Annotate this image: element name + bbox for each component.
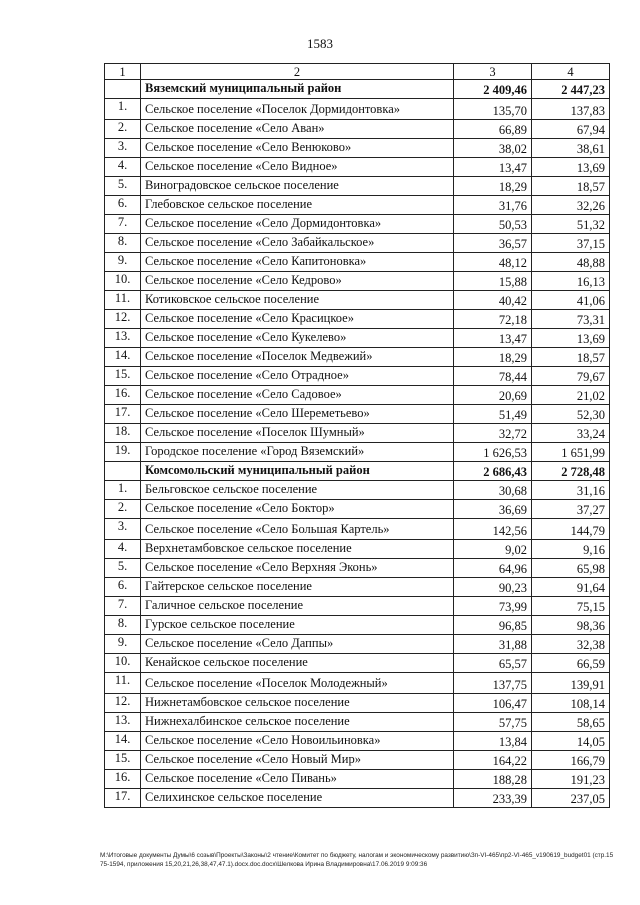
table-row (105, 177, 610, 196)
value-column-4: 2 447,23 (532, 80, 610, 99)
table-row (105, 329, 610, 348)
settlement-name: Кенайское сельское поселение (141, 654, 454, 673)
row-number: 15. (105, 751, 141, 770)
value-column-3: 164,22 (454, 751, 532, 770)
value-column-3: 36,69 (454, 500, 532, 519)
value-column-3: 9,02 (454, 540, 532, 559)
value-column-4: 32,38 (532, 635, 610, 654)
row-number: 19. (105, 443, 141, 462)
settlement-name: Сельское поселение «Село Шереметьево» (141, 405, 454, 424)
settlement-name: Глебовское сельское поселение (141, 196, 454, 215)
row-number: 8. (105, 616, 141, 635)
row-number: 10. (105, 272, 141, 291)
table-row (105, 654, 610, 673)
table-row (105, 481, 610, 500)
value-column-3: 18,29 (454, 177, 532, 196)
settlement-name: Сельское поселение «Поселок Дормидонтовка» (141, 99, 454, 120)
value-column-3: 30,68 (454, 481, 532, 500)
table-row (105, 424, 610, 443)
value-column-3: 64,96 (454, 559, 532, 578)
table-row (105, 540, 610, 559)
document-path-footer: M:\Итоговые документы Думы\6 созыв\Проекты\Законы\2 чтение\Комитет по бюджету, налогам и экономическому развитию\Зп-VI-465\пр2-VI-465_v190619_budget01 (стр.1575-1594, приложения 15,20,21,26,38,47,47.1).docx.doc.docx\Шелкова Ирина Владимировна\17.06.2019 9:09:36 (100, 852, 614, 868)
value-column-4: 73,31 (532, 310, 610, 329)
value-column-3: 2 409,46 (454, 80, 532, 99)
value-column-4: 108,14 (532, 694, 610, 713)
value-column-4: 18,57 (532, 177, 610, 196)
value-column-4: 32,26 (532, 196, 610, 215)
table-row (105, 616, 610, 635)
value-column-3: 188,28 (454, 770, 532, 789)
table-row (105, 597, 610, 616)
settlement-name: Гурское сельское поселение (141, 616, 454, 635)
settlement-name: Сельское поселение «Село Дормидонтовка» (141, 215, 454, 234)
value-column-3: 20,69 (454, 386, 532, 405)
row-number: 6. (105, 578, 141, 597)
value-column-3: 31,88 (454, 635, 532, 654)
value-column-3: 48,12 (454, 253, 532, 272)
row-number: 15. (105, 367, 141, 386)
row-number: 18. (105, 424, 141, 443)
table-row (105, 519, 610, 540)
value-column-4: 139,91 (532, 673, 610, 694)
value-column-4: 16,13 (532, 272, 610, 291)
value-column-3: 57,75 (454, 713, 532, 732)
row-number: 12. (105, 310, 141, 329)
value-column-3: 38,02 (454, 139, 532, 158)
row-number: 6. (105, 196, 141, 215)
value-column-3: 142,56 (454, 519, 532, 540)
row-number: 5. (105, 559, 141, 578)
column-header-number: 1 (105, 64, 141, 80)
value-column-3: 32,72 (454, 424, 532, 443)
value-column-3: 90,23 (454, 578, 532, 597)
table-row (105, 578, 610, 597)
row-number: 2. (105, 120, 141, 139)
table-row (105, 139, 610, 158)
row-number (105, 80, 141, 99)
budget-table (104, 63, 610, 808)
value-column-3: 137,75 (454, 673, 532, 694)
value-column-4: 13,69 (532, 329, 610, 348)
settlement-name: Сельское поселение «Село Капитоновка» (141, 253, 454, 272)
value-column-4: 18,57 (532, 348, 610, 367)
table-row (105, 770, 610, 789)
value-column-4: 37,15 (532, 234, 610, 253)
settlement-name: Сельское поселение «Село Аван» (141, 120, 454, 139)
value-column-3: 13,84 (454, 732, 532, 751)
value-column-3: 73,99 (454, 597, 532, 616)
settlement-name: Сельское поселение «Село Забайкальское» (141, 234, 454, 253)
table-row (105, 348, 610, 367)
settlement-name: Городское поселение «Город Вяземский» (141, 443, 454, 462)
column-header-value-3: 3 (454, 64, 532, 80)
settlement-name: Нижнехалбинское сельское поселение (141, 713, 454, 732)
table-header-row (105, 64, 610, 80)
row-number: 9. (105, 635, 141, 654)
value-column-3: 40,42 (454, 291, 532, 310)
column-header-name: 2 (141, 64, 454, 80)
settlement-name: Сельское поселение «Село Новый Мир» (141, 751, 454, 770)
value-column-4: 1 651,99 (532, 443, 610, 462)
settlement-name: Сельское поселение «Село Даппы» (141, 635, 454, 654)
row-number: 1. (105, 481, 141, 500)
value-column-4: 51,32 (532, 215, 610, 234)
row-number: 16. (105, 386, 141, 405)
row-number: 9. (105, 253, 141, 272)
table-row (105, 751, 610, 770)
value-column-3: 72,18 (454, 310, 532, 329)
value-column-3: 13,47 (454, 158, 532, 177)
settlement-name: Сельское поселение «Село Красицкое» (141, 310, 454, 329)
value-column-3: 18,29 (454, 348, 532, 367)
settlement-name: Верхнетамбовское сельское поселение (141, 540, 454, 559)
row-number: 5. (105, 177, 141, 196)
row-number: 4. (105, 158, 141, 177)
value-column-3: 65,57 (454, 654, 532, 673)
value-column-4: 144,79 (532, 519, 610, 540)
table-row (105, 215, 610, 234)
value-column-4: 13,69 (532, 158, 610, 177)
settlement-name: Сельское поселение «Село Новоильиновка» (141, 732, 454, 751)
table-row (105, 713, 610, 732)
value-column-4: 52,30 (532, 405, 610, 424)
table-row (105, 158, 610, 177)
row-number: 14. (105, 732, 141, 751)
table-row (105, 310, 610, 329)
value-column-3: 50,53 (454, 215, 532, 234)
table-row (105, 386, 610, 405)
table-row (105, 732, 610, 751)
value-column-4: 9,16 (532, 540, 610, 559)
value-column-3: 2 686,43 (454, 462, 532, 481)
value-column-4: 38,61 (532, 139, 610, 158)
row-number: 7. (105, 215, 141, 234)
row-number: 11. (105, 673, 141, 694)
value-column-3: 51,49 (454, 405, 532, 424)
settlement-name: Галичное сельское поселение (141, 597, 454, 616)
table-row (105, 559, 610, 578)
value-column-4: 137,83 (532, 99, 610, 120)
value-column-4: 191,23 (532, 770, 610, 789)
value-column-3: 106,47 (454, 694, 532, 713)
settlement-name: Сельское поселение «Село Кедрово» (141, 272, 454, 291)
table-row (105, 443, 610, 462)
row-number: 8. (105, 234, 141, 253)
settlement-name: Сельское поселение «Село Пивань» (141, 770, 454, 789)
value-column-4: 31,16 (532, 481, 610, 500)
district-row (105, 462, 610, 481)
value-column-4: 21,02 (532, 386, 610, 405)
value-column-3: 31,76 (454, 196, 532, 215)
settlement-name: Сельское поселение «Село Видное» (141, 158, 454, 177)
value-column-3: 233,39 (454, 789, 532, 808)
table-row (105, 272, 610, 291)
row-number: 2. (105, 500, 141, 519)
row-number: 4. (105, 540, 141, 559)
table-row (105, 673, 610, 694)
row-number: 3. (105, 139, 141, 158)
settlement-name: Селихинское сельское поселение (141, 789, 454, 808)
district-name: Комсомольский муниципальный район (141, 462, 454, 481)
value-column-4: 58,65 (532, 713, 610, 732)
value-column-4: 66,59 (532, 654, 610, 673)
settlement-name: Сельское поселение «Поселок Молодежный» (141, 673, 454, 694)
value-column-4: 67,94 (532, 120, 610, 139)
value-column-3: 15,88 (454, 272, 532, 291)
value-column-4: 41,06 (532, 291, 610, 310)
value-column-3: 78,44 (454, 367, 532, 386)
settlement-name: Сельское поселение «Село Большая Картель» (141, 519, 454, 540)
settlement-name: Нижнетамбовское сельское поселение (141, 694, 454, 713)
settlement-name: Сельское поселение «Село Садовое» (141, 386, 454, 405)
settlement-name: Виноградовское сельское поселение (141, 177, 454, 196)
value-column-3: 135,70 (454, 99, 532, 120)
value-column-4: 75,15 (532, 597, 610, 616)
settlement-name: Бельговское сельское поселение (141, 481, 454, 500)
table-row (105, 234, 610, 253)
value-column-4: 33,24 (532, 424, 610, 443)
value-column-4: 98,36 (532, 616, 610, 635)
value-column-4: 2 728,48 (532, 462, 610, 481)
page-number: 1583 (307, 36, 333, 51)
table-row (105, 635, 610, 654)
row-number: 3. (105, 519, 141, 540)
row-number: 16. (105, 770, 141, 789)
table-row (105, 694, 610, 713)
table-row (105, 405, 610, 424)
value-column-4: 37,27 (532, 500, 610, 519)
table-row (105, 196, 610, 215)
value-column-3: 96,85 (454, 616, 532, 635)
value-column-3: 66,89 (454, 120, 532, 139)
row-number: 11. (105, 291, 141, 310)
table-row (105, 253, 610, 272)
value-column-4: 237,05 (532, 789, 610, 808)
table-row (105, 500, 610, 519)
settlement-name: Сельское поселение «Поселок Шумный» (141, 424, 454, 443)
row-number: 1. (105, 99, 141, 120)
row-number: 7. (105, 597, 141, 616)
settlement-name: Сельское поселение «Село Венюково» (141, 139, 454, 158)
settlement-name: Сельское поселение «Село Кукелево» (141, 329, 454, 348)
settlement-name: Гайтерское сельское поселение (141, 578, 454, 597)
settlement-name: Сельское поселение «Село Боктор» (141, 500, 454, 519)
row-number (105, 462, 141, 481)
value-column-3: 1 626,53 (454, 443, 532, 462)
value-column-3: 36,57 (454, 234, 532, 253)
row-number: 14. (105, 348, 141, 367)
settlement-name: Сельское поселение «Село Отрадное» (141, 367, 454, 386)
value-column-4: 65,98 (532, 559, 610, 578)
table-row (105, 291, 610, 310)
row-number: 10. (105, 654, 141, 673)
row-number: 12. (105, 694, 141, 713)
value-column-4: 166,79 (532, 751, 610, 770)
row-number: 13. (105, 713, 141, 732)
settlement-name: Сельское поселение «Село Верхняя Эконь» (141, 559, 454, 578)
table-row (105, 367, 610, 386)
value-column-4: 91,64 (532, 578, 610, 597)
column-header-value-4: 4 (532, 64, 610, 80)
settlement-name: Котиковское сельское поселение (141, 291, 454, 310)
district-name: Вяземский муниципальный район (141, 80, 454, 99)
table-row (105, 99, 610, 120)
value-column-4: 14,05 (532, 732, 610, 751)
value-column-4: 48,88 (532, 253, 610, 272)
row-number: 17. (105, 789, 141, 808)
settlement-name: Сельское поселение «Поселок Медвежий» (141, 348, 454, 367)
district-row (105, 80, 610, 99)
table-row (105, 120, 610, 139)
row-number: 17. (105, 405, 141, 424)
value-column-3: 13,47 (454, 329, 532, 348)
row-number: 13. (105, 329, 141, 348)
table-row (105, 789, 610, 808)
value-column-4: 79,67 (532, 367, 610, 386)
